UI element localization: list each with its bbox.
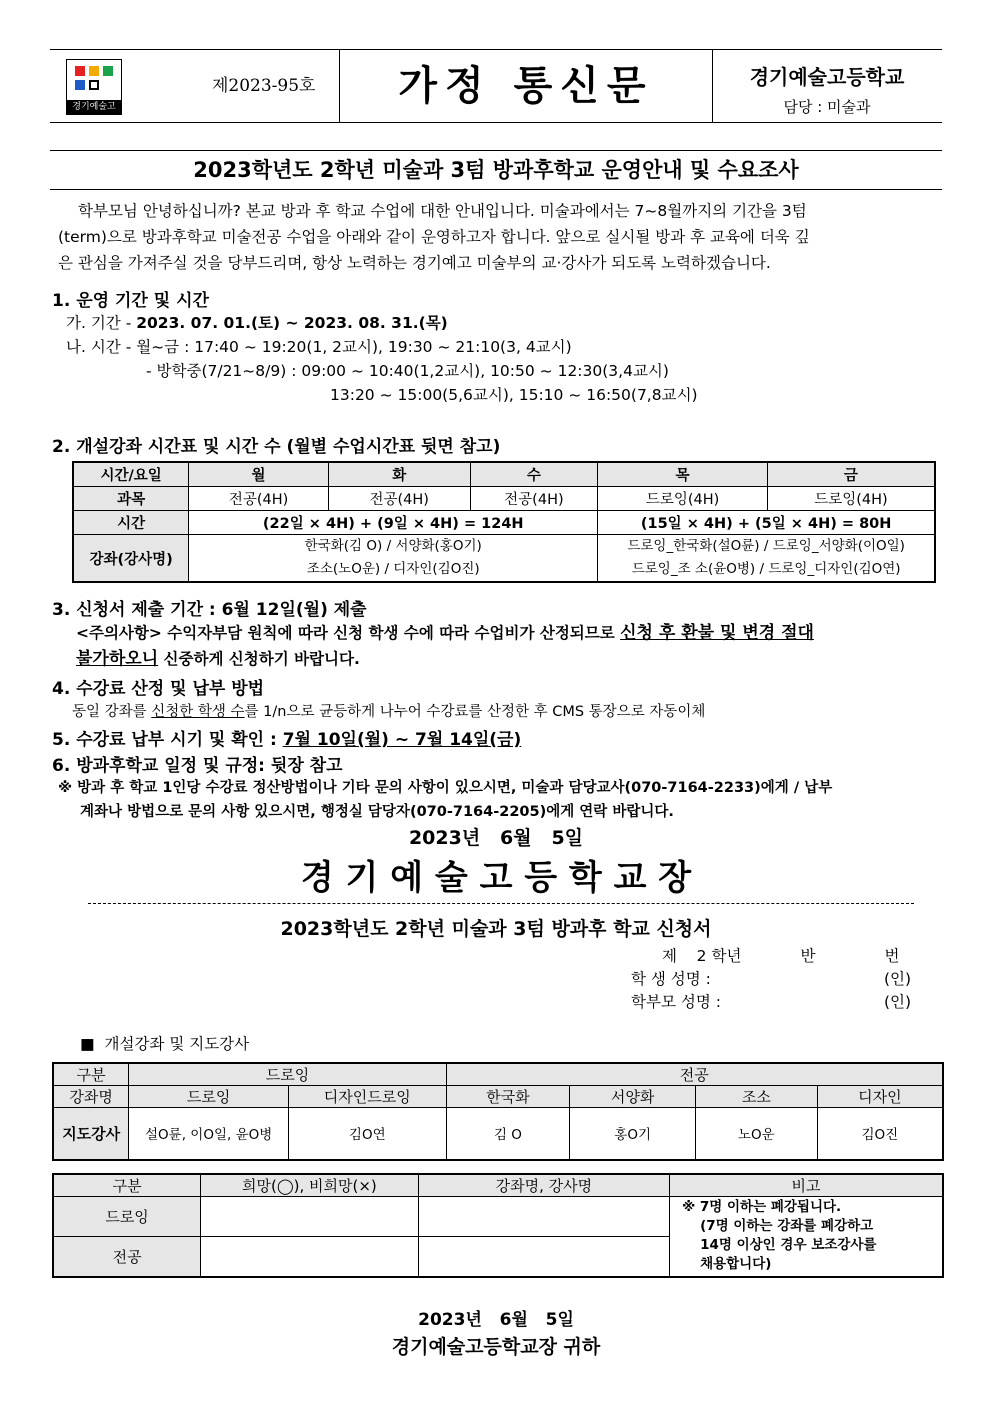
school-name: 경기예술고등학교 <box>749 65 905 89</box>
drawing-preference-field[interactable] <box>201 1197 419 1237</box>
newsletter-header <box>50 49 942 123</box>
lecture-thf-line: 드로잉_조 소(윤O병) / 드로잉_디자인(김O연) <box>631 561 901 577</box>
newsletter-name: 가정 통신문 <box>340 50 713 122</box>
application-header-cell: 강좌명, 강사명 <box>418 1174 669 1197</box>
course-name-label: 강좌명 <box>53 1086 129 1108</box>
school-logo <box>66 59 122 115</box>
logo-green-square <box>103 66 113 76</box>
section-6-heading: 6. 방과후학교 일정 및 규정: 뒷장 참고 <box>52 756 343 776</box>
schedule-table <box>72 461 936 583</box>
remarks-line: (7명 이하는 강좌를 폐강하고 <box>700 1218 874 1235</box>
subject-cell: 전공(4H) <box>470 487 598 511</box>
caution-text: <주의사항> 수익자부담 원칙에 따라 신청 학생 수에 따라 수업비가 산정되므로 <box>76 624 621 642</box>
document-title: 2023학년도 2학년 미술과 3텀 방과후학교 운영안내 및 수요조사 <box>50 150 942 190</box>
days-header-cell: 월 <box>189 462 329 487</box>
teacher-cell: 홍O기 <box>570 1108 696 1160</box>
courses-section-label: ■ 개설강좌 및 지도강사 <box>80 1035 250 1053</box>
subject-cell: 전공(4H) <box>189 487 329 511</box>
days-header-cell: 수 <box>470 462 598 487</box>
days-header-cell: 화 <box>328 462 470 487</box>
remarks-cell <box>670 1197 943 1277</box>
major-course-field[interactable] <box>418 1237 669 1277</box>
fee-method-line <box>72 700 705 724</box>
teacher-cell: 김O진 <box>817 1108 943 1160</box>
contact-note-1: ※ 방과 후 학교 1인당 수강료 정산방법이나 기타 문의 사항이 있으시면, 미술과 담당교사(070-7164-2233)에게 / 납부 <box>58 780 833 796</box>
logo-outline-square <box>89 80 99 90</box>
lecture-thf <box>598 535 935 583</box>
principal-title: 경 기 예 술 고 등 학 교 장 <box>300 858 692 898</box>
section-5-line <box>52 725 521 750</box>
caution-emphasis: 신청 후 환불 및 변경 절대 <box>620 623 814 643</box>
days-header-cell: 시간/요일 <box>73 462 189 487</box>
course-name-cell: 디자인 <box>817 1086 943 1108</box>
period-line <box>66 311 448 335</box>
courses-table <box>52 1062 944 1161</box>
teacher-label: 지도강사 <box>53 1108 129 1160</box>
time-line-1: 나. 시간 - 월~금 : 17:40 ~ 19:20(1, 2교시), 19:30 ~ 21:10(3, 4교시) <box>66 338 572 356</box>
fee-method-underline: 신청한 학생 수 <box>151 704 245 720</box>
major-header: 전공 <box>446 1063 943 1086</box>
student-seal: (인) <box>884 970 912 988</box>
intro-line: (term)으로 방과후학교 미술전공 수업을 아래와 같이 운영하고자 합니다. 앞으로 실시될 방과 후 교육에 더욱 깊 <box>58 228 810 246</box>
lecture-thf-line: 드로잉_한국화(설O륜) / 드로잉_서양화(이O일) <box>627 538 905 554</box>
time-label: 시간 <box>73 511 189 535</box>
parent-seal: (인) <box>884 993 912 1011</box>
department: 담당 : 미술과 <box>783 98 871 116</box>
application-header-cell: 희망(◯), 비희망(×) <box>201 1174 419 1197</box>
subject-cell: 드로잉(4H) <box>767 487 935 511</box>
fee-method-text: 동일 강좌를 <box>72 704 152 720</box>
teacher-cell: 노O운 <box>696 1108 818 1160</box>
grade-class-number: 제 2 학년 반 번 <box>662 947 900 965</box>
course-name-cell: 한국화 <box>446 1086 570 1108</box>
intro-line: 학부모님 안녕하십니까? 본교 방과 후 학교 수업에 대한 안내입니다. 미술과에서는 7~8월까지의 기간을 3텀 <box>78 202 807 220</box>
application-header-cell: 비고 <box>670 1174 943 1197</box>
section-1-heading: 1. 운영 기간 및 시간 <box>52 291 209 311</box>
contact-note-2: 계좌나 방법으로 문의 사항 있으시면, 행정실 담당자(070-7164-2205)에게 연락 바랍니다. <box>80 804 674 820</box>
major-preference-field[interactable] <box>201 1237 419 1277</box>
form-title: 2023학년도 2학년 미술과 3텀 방과후 학교 신청서 <box>280 918 712 940</box>
section-4-heading: 4. 수강료 산정 및 납부 방법 <box>52 679 265 699</box>
intro-paragraph <box>58 198 938 276</box>
application-row-label: 전공 <box>53 1237 201 1277</box>
time-line-3: 13:20 ~ 15:00(5,6교시), 15:10 ~ 16:50(7,8교시) <box>330 386 698 404</box>
subject-label: 과목 <box>73 487 189 511</box>
drawing-header: 드로잉 <box>129 1063 446 1086</box>
course-name-cell: 조소 <box>696 1086 818 1108</box>
course-name-cell: 디자인드로잉 <box>288 1086 446 1108</box>
time-thf: (15일 × 4H) + (5일 × 4H) = 80H <box>598 511 935 535</box>
teacher-cell: 김 O <box>446 1108 570 1160</box>
application-row-label: 드로잉 <box>53 1197 201 1237</box>
cut-line <box>88 903 914 904</box>
document-number: 제2023-95호 <box>134 50 340 122</box>
caution-text-2: 신중하게 신청하기 바랍니다. <box>158 650 360 668</box>
period-label: 가. 기간 - <box>66 314 137 332</box>
caution-line <box>76 621 814 645</box>
remarks-line: ※ 7명 이하는 폐강됩니다. <box>682 1199 842 1216</box>
school-logo-cell <box>50 50 134 122</box>
lecture-label: 강좌(강사명) <box>73 535 189 583</box>
lecture-mtw-line: 조소(노O운) / 디자인(김O진) <box>306 561 480 577</box>
parent-name-label: 학부모 성명 : <box>631 993 721 1011</box>
section-5-heading: 5. 수강료 납부 시기 및 확인 : <box>52 730 283 750</box>
subject-cell: 전공(4H) <box>328 487 470 511</box>
course-name-cell: 드로잉 <box>129 1086 289 1108</box>
time-line-2: - 방학중(7/21~8/9) : 09:00 ~ 10:40(1,2교시), 10:50 ~ 12:30(3,4교시) <box>146 362 669 380</box>
lecture-mtw <box>189 535 598 583</box>
logo-caption: 경기예술고 <box>67 100 121 114</box>
caution-emphasis-2: 불가하오니 <box>76 649 159 669</box>
intro-line: 은 관심을 가져주실 것을 당부드리며, 항상 노력하는 경기예고 미술부의 교·강사가 되도록 노력하겠습니다. <box>58 254 771 272</box>
caution-line-2 <box>76 647 360 671</box>
section-3-heading: 3. 신청서 제출 기간 : 6월 12일(월) 제출 <box>52 600 367 620</box>
teacher-cell: 설O륜, 이O일, 윤O병 <box>129 1108 289 1160</box>
lecture-mtw-line: 한국화(김 O) / 서양화(홍O기) <box>304 538 482 554</box>
teacher-cell: 김O연 <box>288 1108 446 1160</box>
drawing-course-field[interactable] <box>418 1197 669 1237</box>
form-date: 2023년 6월 5일 <box>418 1310 574 1330</box>
gubun-header: 구분 <box>53 1063 129 1086</box>
fee-method-text-2: 를 1/n으로 균등하게 나누어 수강료를 산정한 후 CMS 통장으로 자동이체 <box>244 704 706 720</box>
remarks-line: 14명 이상인 경우 보조강사를 <box>700 1237 877 1254</box>
course-name-cell: 서양화 <box>570 1086 696 1108</box>
days-header-cell: 금 <box>767 462 935 487</box>
payment-period: 7월 10일(월) ~ 7월 14일(금) <box>282 730 522 750</box>
subject-cell: 드로잉(4H) <box>598 487 768 511</box>
period-value: 2023. 07. 01.(토) ~ 2023. 08. 31.(목) <box>136 314 448 332</box>
student-name-label: 학 생 성명 : <box>631 970 711 988</box>
issue-date: 2023년 6월 5일 <box>408 827 584 849</box>
school-block <box>712 50 942 122</box>
remarks-line: 채용합니다) <box>700 1256 772 1273</box>
logo-red-square <box>75 66 85 76</box>
addressee: 경기예술고등학교장 귀하 <box>391 1336 601 1358</box>
application-table <box>52 1173 944 1278</box>
section-2-heading: 2. 개설강좌 시간표 및 시간 수 (월별 수업시간표 뒷면 참고) <box>52 437 501 457</box>
days-header-cell: 목 <box>598 462 768 487</box>
time-mtw: (22일 × 4H) + (9일 × 4H) = 124H <box>189 511 598 535</box>
logo-yellow-square <box>89 66 99 76</box>
application-header-cell: 구분 <box>53 1174 201 1197</box>
logo-blue-square <box>75 80 85 90</box>
